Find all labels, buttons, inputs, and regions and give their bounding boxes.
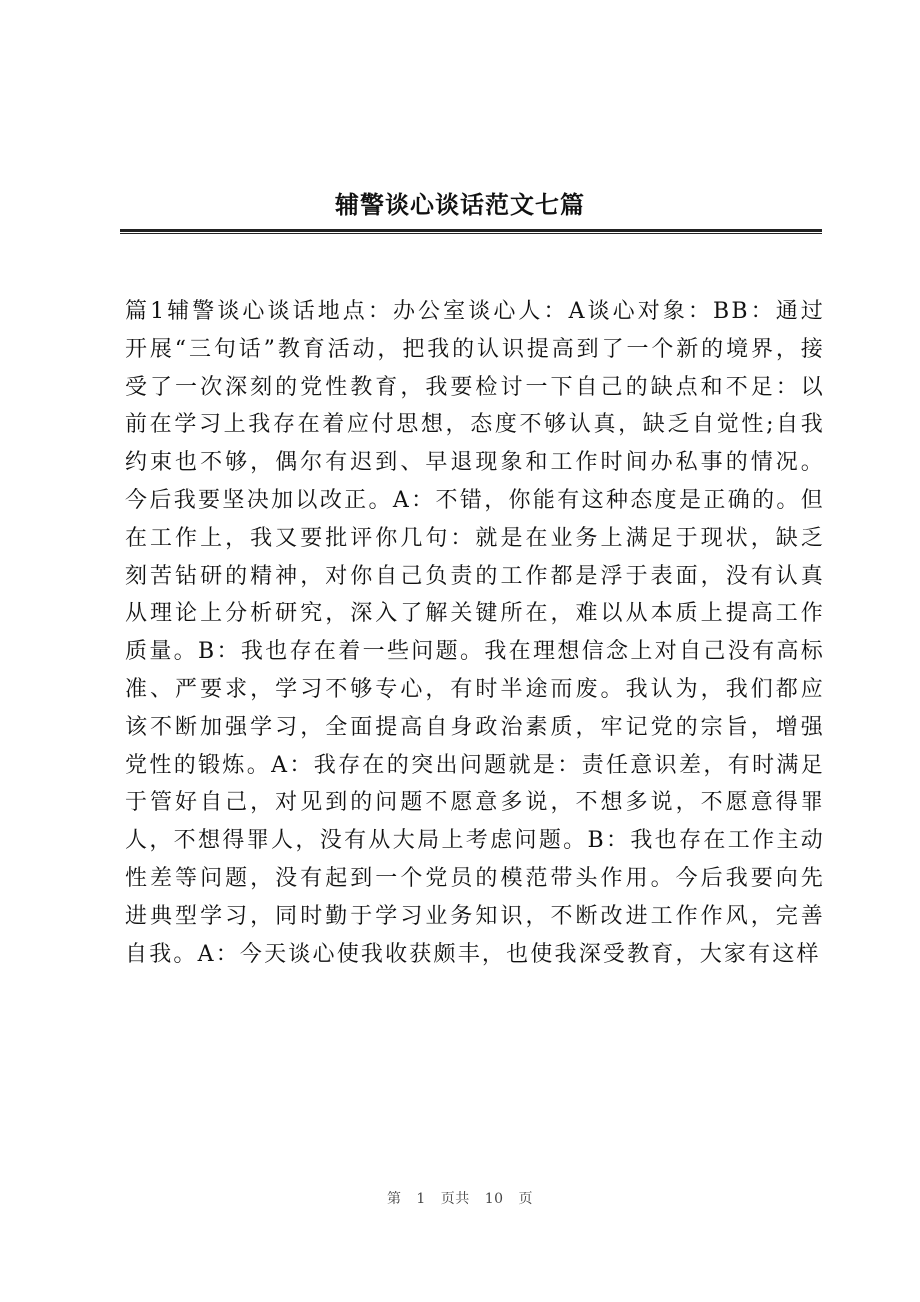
page-footer (0, 1188, 920, 1208)
document-title: 辅警谈心谈话范文七篇 (335, 190, 585, 219)
total-pages: 10 (484, 1191, 504, 1207)
footer-middle: 页共 (440, 1191, 470, 1207)
footer-prefix: 第 (386, 1191, 402, 1207)
footer-suffix: 页 (518, 1191, 534, 1207)
current-page-number: 1 (416, 1191, 426, 1207)
title-divider (120, 229, 822, 234)
document-body: 篇1辅警谈心谈话地点：办公室谈心人：A谈心对象：BB：通过开展“三句话”教育活动，把我的认识提高到了一个新的境界，接受了一次深刻的党性教育，我要检讨一下自己的缺点和不足：以前在学习上我存在着应付思想，态度不够认真，缺乏自觉性;自我约束也不够，偶尔有迟到、早退现象和工作时间办私事的情况。今后我要坚决加以改正。A：不错，你能有这种态度是正确的。但在工作上，我又要批评你几句：就是在业务上满足于现状，缺乏刻苦钻研的精神，对你自己负责的工作都是浮于表面，没有认真从理论上分析研究，深入了解关键所在，难以从本质上提高工作质量。B：我也存在着一些问题。我在理想信念上对自己没有高标准、严要求，学习不够专心，有时半途而废。我认为，我们都应该不断加强学习，全面提高自身政治素质，牢记党的宗旨，增强党性的锻炼。A：我存在的突出问题就是：责任意识差，有时满足于管好自己，对见到的问题不愿意多说，不想多说，不愿意得罪人，不想得罪人，没有从大局上考虑问题。B：我也存在工作主动性差等问题，没有起到一个党员的模范带头作用。今后我要向先进典型学习，同时勤于学习业务知识，不断改进工作作风，完善自我。A：今天谈心使我收获颇丰，也使我深受教育，大家有这样 (125, 299, 825, 967)
